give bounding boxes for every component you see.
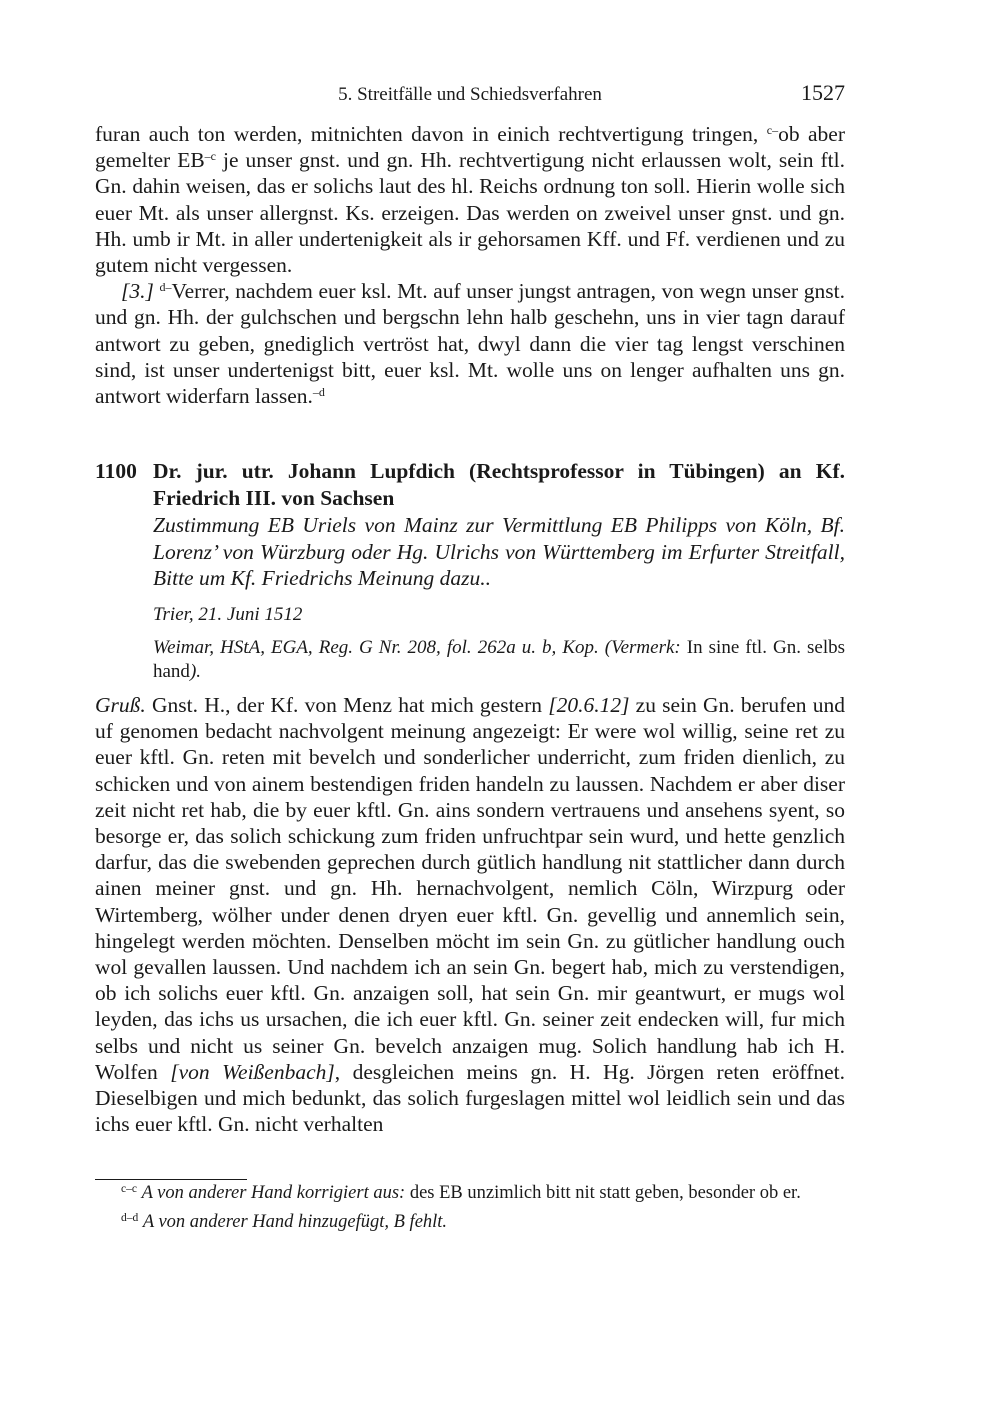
text-run: ob aber gemelter EB bbox=[95, 122, 846, 173]
footnote-d bbox=[95, 1211, 845, 1234]
page-number: 1527 bbox=[801, 80, 845, 105]
letter-body bbox=[95, 692, 845, 1137]
article-3-paragraph bbox=[95, 278, 845, 409]
continuation-text bbox=[95, 121, 845, 409]
footnote-mark: d–d bbox=[121, 1212, 139, 1224]
document-heading bbox=[95, 458, 845, 512]
editorial-date: [20.6.12] bbox=[548, 693, 630, 717]
footnote-rule bbox=[95, 1179, 247, 1180]
text-run: , desgleichen meins gn. H. Hg. Jörgen reten eröffnet. Dieselbigen und mich bedunkt, das solich furgeslagen mittel wol leidlich sein und das ichs euer kftl. Gn. nicht verhalten bbox=[95, 1059, 845, 1137]
text-run: je unser gnst. und gn. Hh. rechtvertigung nicht erlaussen wolt, sein ftl. Gn. dahin weisen, das er solichs laut des hl. Reichs ordnung ton soll. Hierin wolle sich euer Mt. als unser allergnst. Ks. erzeigen. Das werden on zweivel unser gnst. und gn. Hh. umb ir Mt. in aller undertenigkeit als ir gehorsamen Kff. und Ff. verdienen und zu gutem nicht vergessen. bbox=[95, 148, 845, 278]
text-run: Gnst. H., der Kf. von Menz hat mich gestern bbox=[145, 693, 549, 717]
text-run: Verrer, nachdem euer ksl. Mt. auf unser jungst antragen, von wegn unser gnst. und gn. Hh. der gulchschen und bergschn lehn halb geschehn, uns in vier tagn darauf antwort zu geben, gnediglich vertröst hat, dwyl dann die vier tag lengst verschinen sind, ist unser undertenigst bitt, euer ksl. Mt. wolle uns on lenger aufhalten uns gn. antwort widerfarn lassen. bbox=[95, 279, 846, 409]
footnote-italic: A von anderer Hand hinzugefügt, B fehlt. bbox=[142, 1212, 448, 1232]
running-title: 5. Streitfälle und Schiedsverfahren bbox=[338, 84, 602, 105]
running-head bbox=[95, 80, 845, 108]
note-mark: –d bbox=[312, 385, 325, 400]
document-regest: Zustimmung EB Uriels von Mainz zur Vermittlung EB Philipps von Köln, Bf. Lorenz’ von Würzburg oder Hg. Ulrichs von Württemberg im Erfurter Streitfall, Bitte um Kf. Friedrichs Meinung dazu.. bbox=[153, 513, 845, 590]
footnotes bbox=[95, 1182, 845, 1240]
document-title: Dr. jur. utr. Johann Lupfdich (Rechtsprofessor in Tübingen) an Kf. Friedrich III. von Sachsen bbox=[153, 459, 845, 510]
footnote-c bbox=[95, 1182, 845, 1205]
place-date: Trier, 21. Juni 1512 bbox=[153, 604, 303, 625]
greeting: Gruß. bbox=[95, 693, 146, 717]
document-number: 1100 bbox=[95, 459, 137, 483]
footnote-text: des EB unzimlich bitt nit statt geben, besonder ob er. bbox=[405, 1183, 801, 1203]
article-number: [3.] bbox=[121, 279, 154, 304]
note-mark: c– bbox=[766, 123, 779, 137]
note-mark: –c bbox=[204, 149, 216, 164]
footnote-italic: A von anderer Hand korrigiert aus: bbox=[141, 1183, 406, 1203]
note-mark: d– bbox=[159, 280, 172, 295]
footnote-mark: c–c bbox=[121, 1183, 137, 1195]
source-citation bbox=[153, 636, 845, 684]
source-archive: Weimar, HStA, EGA, Reg. G Nr. 208, fol. 262a u. b, Kop. (Vermerk: bbox=[153, 637, 687, 658]
source-note: In sine ftl. Gn. selbs hand bbox=[153, 637, 845, 682]
text-run: zu sein Gn. berufen und uf genomen bedacht nachvolgent meinung angezeigt: Er were wol willig, seine ret zu euer kftl. Gn. reten mit bevelch und sonderlicher underricht, zum friden dienlich, zu schicken und von ainem bestendigen friden handeln zu laussen. Nachdem er aber diser zeit nicht ret hab, die by euer kftl. Gn. ains sondern vertrauens und ansehens syent, so besorge er, das solich schickung zum friden unfruchtpar sein wurd, und hette genzlich darfur, das die swebenden geprechen durch gütlich handlung nit stattlicher dann durch ainen meiner gnst. und gn. Hh. hernachvolgent, nemlich Cöln, Wirzpurg oder Wirtemberg, wölher under denen dryen euer kftl. Gn. gevellig und annemlich sein, hingelegt werden möchten. Denselben möcht im sein Gn. zu gütlicher handlung ouch wol gevallen laussen. Und nachdem ich an sein Gn. begert hab, mich zu verstendigen, ob ich solichs euer kftl. Gn. anzaigen soll, hat sein Gn. mir geantwurt, er mugs wol leyden, das ichs us ursachen, die ich euer kftl. Gn. seiner zeit endecken will, fur mich selbs und nicht us seiner Gn. bevelch anzaigen mug. Solich handlung hab ich H. Wolfen bbox=[95, 693, 846, 1084]
text-run: furan auch ton werden, mitnichten davon in einich rechtvertigung tringen, bbox=[95, 122, 767, 146]
source-close: ). bbox=[189, 661, 202, 682]
editorial-name: [von Weißenbach] bbox=[170, 1059, 335, 1084]
continuation-paragraph bbox=[95, 121, 845, 278]
letter-paragraph bbox=[95, 692, 845, 1137]
